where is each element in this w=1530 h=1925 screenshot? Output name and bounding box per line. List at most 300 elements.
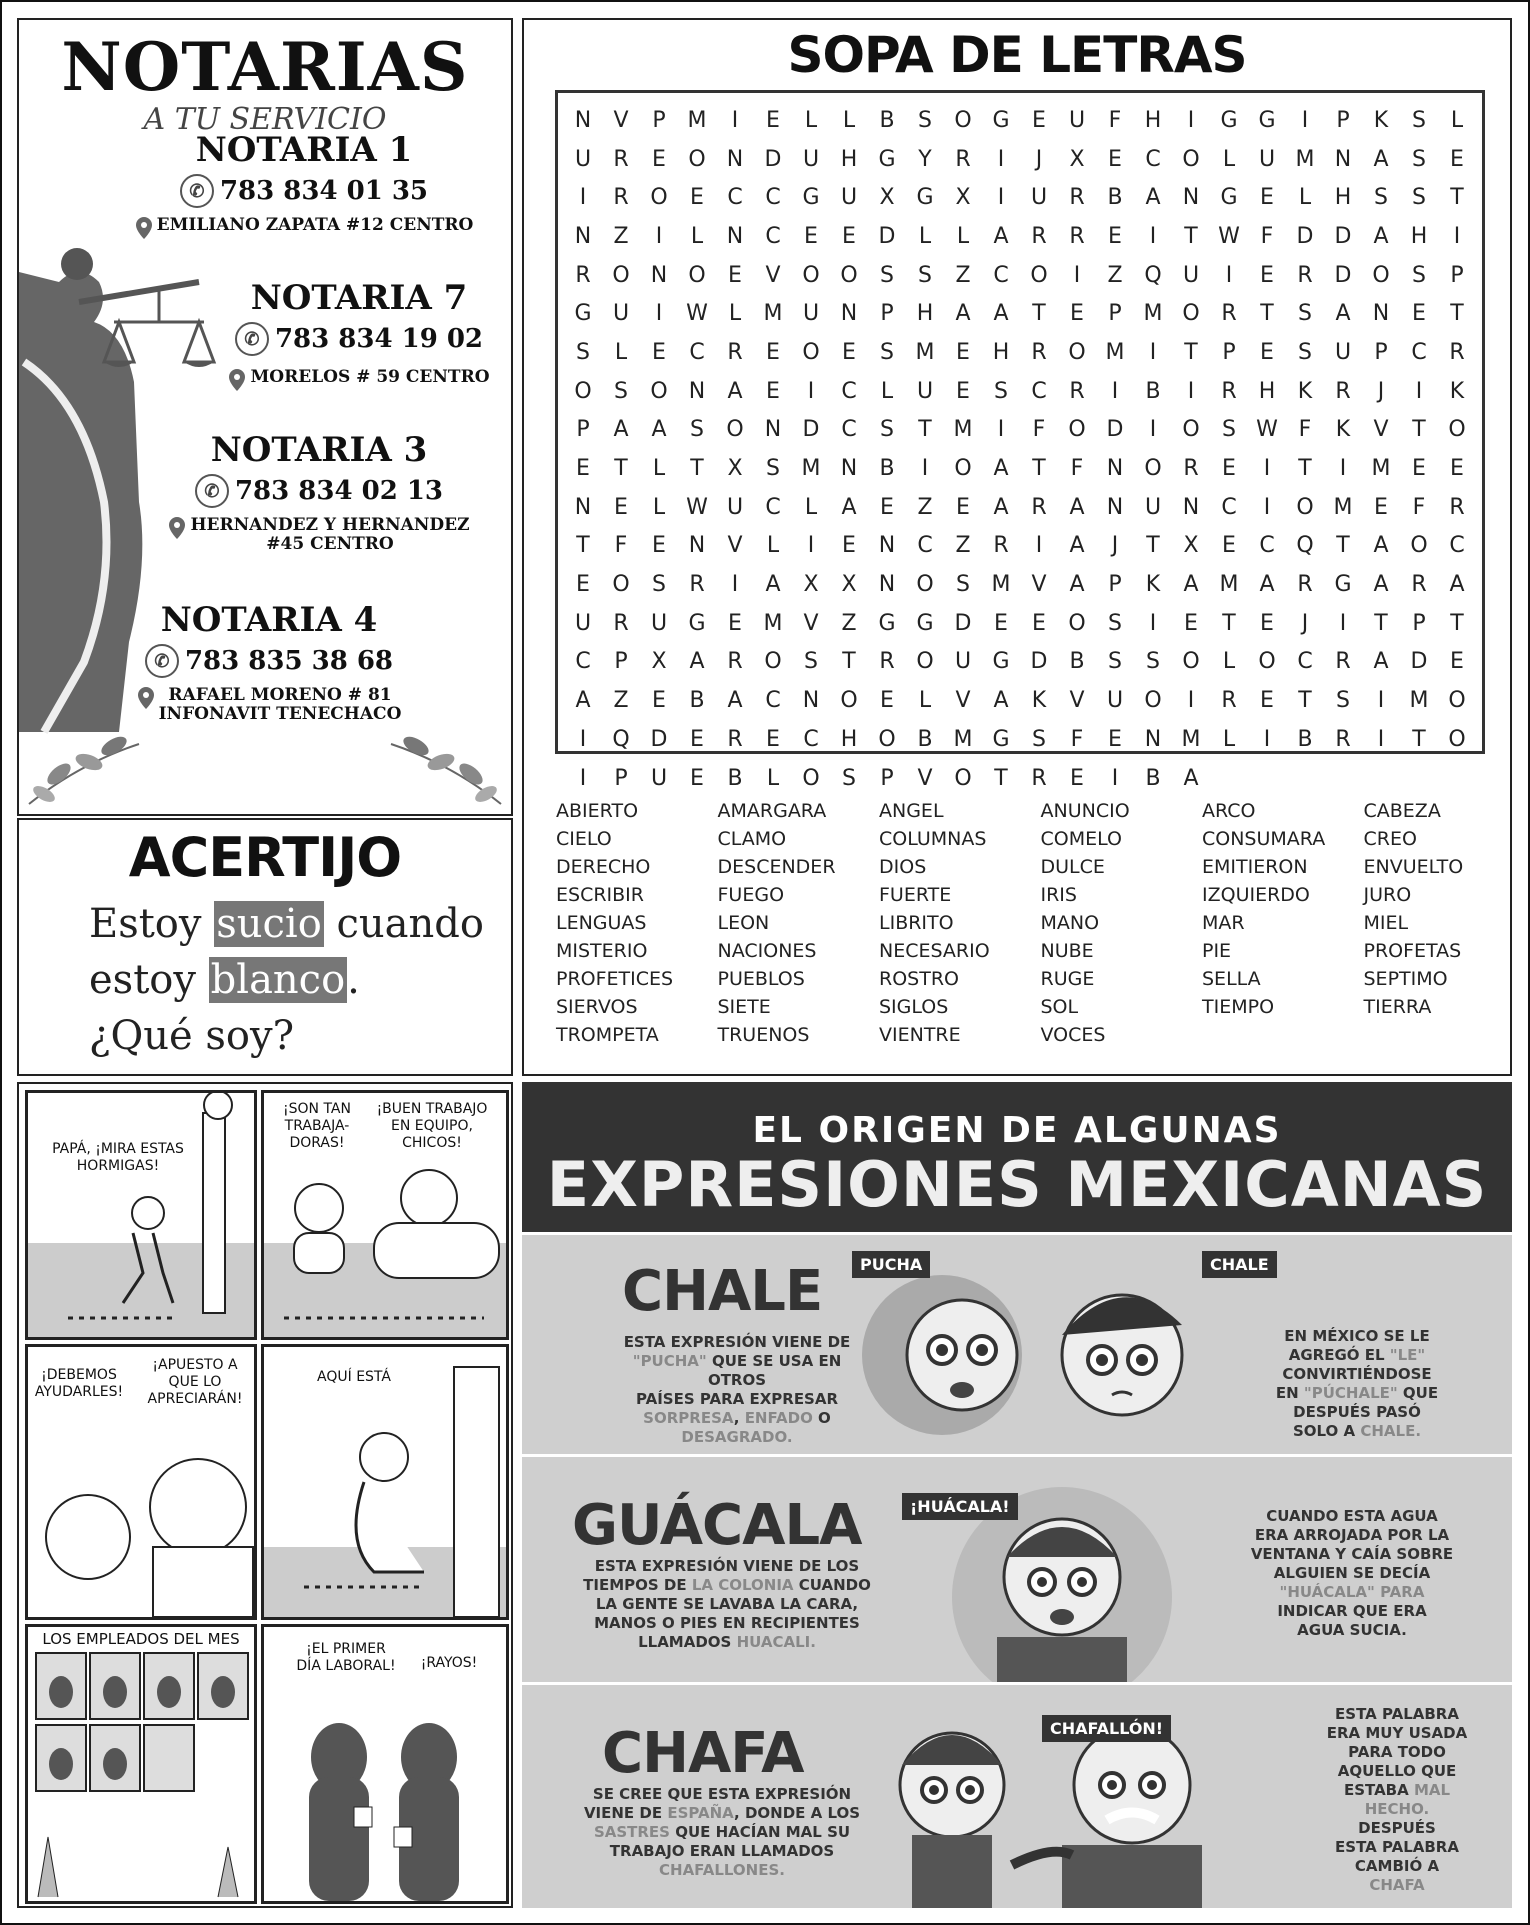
grid-letter[interactable]: R (1031, 339, 1047, 365)
grid-letter[interactable]: O (840, 262, 858, 288)
grid-letter[interactable]: V (1031, 572, 1047, 598)
grid-letter[interactable]: X (727, 456, 743, 482)
grid-letter[interactable]: R (1031, 765, 1047, 791)
grid-letter[interactable]: R (1221, 688, 1237, 714)
grid-letter[interactable]: R (727, 726, 743, 752)
grid-letter[interactable]: D (1334, 223, 1352, 249)
grid-letter[interactable]: C (841, 417, 857, 443)
grid-letter[interactable]: O (802, 765, 820, 791)
grid-letter[interactable]: U (1334, 339, 1352, 365)
grid-letter[interactable]: Q (612, 726, 630, 752)
grid-letter[interactable]: J (1035, 146, 1043, 172)
grid-letter[interactable]: T (1032, 301, 1046, 327)
grid-letter[interactable]: O (1296, 494, 1314, 520)
grid-letter[interactable]: V (613, 107, 629, 133)
grid-letter[interactable]: I (1187, 107, 1195, 133)
grid-letter[interactable]: O (1372, 262, 1390, 288)
grid-letter[interactable]: E (842, 223, 856, 249)
grid-letter[interactable]: I (1377, 726, 1385, 752)
grid-letter[interactable]: R (993, 533, 1009, 559)
grid-letter[interactable]: G (574, 301, 592, 327)
grid-letter[interactable]: V (917, 765, 933, 791)
grid-letter[interactable]: O (1144, 456, 1162, 482)
grid-letter[interactable]: E (766, 726, 780, 752)
grid-letter[interactable]: R (879, 649, 895, 675)
grid-letter[interactable]: K (1031, 688, 1047, 714)
grid-letter[interactable]: E (576, 456, 590, 482)
grid-letter[interactable]: L (652, 494, 666, 520)
grid-letter[interactable]: R (1335, 378, 1351, 404)
grid-letter[interactable]: S (994, 378, 1008, 404)
grid-letter[interactable]: J (1301, 610, 1309, 636)
grid-letter[interactable]: I (921, 456, 929, 482)
grid-letter[interactable]: N (574, 494, 592, 520)
grid-letter[interactable]: L (1222, 146, 1236, 172)
grid-letter[interactable]: X (651, 649, 667, 675)
grid-letter[interactable]: L (842, 107, 856, 133)
grid-letter[interactable]: L (766, 765, 780, 791)
grid-letter[interactable]: H (992, 339, 1010, 365)
grid-letter[interactable]: A (993, 494, 1009, 520)
grid-letter[interactable]: S (918, 107, 932, 133)
grid-letter[interactable]: N (1334, 146, 1352, 172)
grid-letter[interactable]: V (955, 688, 971, 714)
grid-letter[interactable]: E (1108, 146, 1122, 172)
grid-letter[interactable]: V (1069, 688, 1085, 714)
grid-letter[interactable]: B (1145, 378, 1161, 404)
grid-letter[interactable]: A (727, 688, 743, 714)
grid-letter[interactable]: G (916, 185, 934, 211)
grid-letter[interactable]: E (766, 107, 780, 133)
grid-letter[interactable]: M (763, 301, 783, 327)
grid-letter[interactable]: G (1334, 572, 1352, 598)
grid-letter[interactable]: E (1070, 765, 1084, 791)
grid-letter[interactable]: R (1183, 456, 1199, 482)
grid-letter[interactable]: E (576, 572, 590, 598)
grid-letter[interactable]: B (879, 456, 895, 482)
grid-letter[interactable]: N (840, 301, 858, 327)
grid-letter[interactable]: Z (955, 262, 971, 288)
grid-letter[interactable]: R (955, 146, 971, 172)
grid-letter[interactable]: E (1108, 726, 1122, 752)
grid-letter[interactable]: E (1260, 339, 1274, 365)
grid-letter[interactable]: I (1377, 688, 1385, 714)
grid-letter[interactable]: E (1108, 223, 1122, 249)
grid-letter[interactable]: M (1371, 456, 1391, 482)
grid-letter[interactable]: X (803, 572, 819, 598)
grid-letter[interactable]: C (727, 185, 743, 211)
grid-letter[interactable]: M (1333, 494, 1353, 520)
grid-letter[interactable]: R (1449, 339, 1465, 365)
grid-letter[interactable]: C (1221, 494, 1237, 520)
grid-letter[interactable]: L (728, 301, 742, 327)
grid-letter[interactable]: D (954, 610, 972, 636)
grid-letter[interactable]: N (688, 378, 706, 404)
grid-letter[interactable]: T (690, 456, 704, 482)
grid-letter[interactable]: A (1373, 533, 1389, 559)
grid-letter[interactable]: E (728, 610, 742, 636)
grid-letter[interactable]: L (804, 107, 818, 133)
grid-letter[interactable]: T (1260, 301, 1274, 327)
grid-letter[interactable]: O (1448, 726, 1466, 752)
grid-letter[interactable]: N (726, 146, 744, 172)
grid-letter[interactable]: T (1450, 301, 1464, 327)
grid-letter[interactable]: E (1032, 107, 1046, 133)
grid-letter[interactable]: O (1182, 301, 1200, 327)
grid-letter[interactable]: A (689, 649, 705, 675)
grid-letter[interactable]: U (916, 378, 934, 404)
grid-letter[interactable]: B (879, 107, 895, 133)
grid-letter[interactable]: P (1108, 572, 1122, 598)
grid-letter[interactable]: B (1107, 185, 1123, 211)
grid-letter[interactable]: R (1069, 378, 1085, 404)
grid-letter[interactable]: S (1222, 417, 1236, 443)
grid-letter[interactable]: S (1412, 107, 1426, 133)
grid-letter[interactable]: I (1415, 378, 1423, 404)
grid-letter[interactable]: M (915, 339, 935, 365)
grid-letter[interactable]: I (1149, 610, 1157, 636)
grid-letter[interactable]: G (992, 726, 1010, 752)
grid-letter[interactable]: L (804, 494, 818, 520)
grid-letter[interactable]: P (1336, 107, 1350, 133)
grid-letter[interactable]: E (1450, 146, 1464, 172)
grid-letter[interactable]: D (1106, 417, 1124, 443)
grid-letter[interactable]: O (1258, 649, 1276, 675)
grid-letter[interactable]: C (1145, 146, 1161, 172)
grid-letter[interactable]: R (727, 649, 743, 675)
grid-letter[interactable]: W (1256, 417, 1278, 443)
grid-letter[interactable]: S (1336, 688, 1350, 714)
grid-letter[interactable]: G (992, 649, 1010, 675)
grid-letter[interactable]: O (954, 456, 972, 482)
grid-letter[interactable]: V (727, 533, 743, 559)
grid-letter[interactable]: O (726, 417, 744, 443)
grid-letter[interactable]: H (1144, 107, 1162, 133)
grid-letter[interactable]: O (1068, 610, 1086, 636)
grid-letter[interactable]: P (1450, 262, 1464, 288)
grid-letter[interactable]: A (1449, 572, 1465, 598)
grid-letter[interactable]: R (1297, 572, 1313, 598)
grid-letter[interactable]: O (1182, 146, 1200, 172)
grid-letter[interactable]: R (1335, 726, 1351, 752)
grid-letter[interactable]: O (1030, 262, 1048, 288)
grid-letter[interactable]: S (652, 572, 666, 598)
grid-letter[interactable]: R (613, 610, 629, 636)
grid-letter[interactable]: I (579, 765, 587, 791)
grid-letter[interactable]: E (1222, 456, 1236, 482)
grid-letter[interactable]: P (1412, 610, 1426, 636)
grid-letter[interactable]: S (1412, 185, 1426, 211)
grid-letter[interactable]: N (574, 223, 592, 249)
grid-letter[interactable]: C (841, 378, 857, 404)
grid-letter[interactable]: U (1144, 494, 1162, 520)
grid-letter[interactable]: U (1258, 146, 1276, 172)
grid-letter[interactable]: U (802, 146, 820, 172)
grid-letter[interactable]: R (1069, 223, 1085, 249)
grid-letter[interactable]: S (1146, 649, 1160, 675)
grid-letter[interactable]: C (917, 533, 933, 559)
grid-letter[interactable]: A (1069, 533, 1085, 559)
grid-letter[interactable]: B (1297, 726, 1313, 752)
grid-letter[interactable]: C (765, 185, 781, 211)
grid-letter[interactable]: A (575, 688, 591, 714)
grid-letter[interactable]: O (1144, 688, 1162, 714)
grid-letter[interactable]: C (765, 688, 781, 714)
grid-letter[interactable]: S (842, 765, 856, 791)
grid-letter[interactable]: X (1069, 146, 1085, 172)
grid-letter[interactable]: O (650, 378, 668, 404)
grid-letter[interactable]: I (807, 378, 815, 404)
grid-letter[interactable]: C (1031, 378, 1047, 404)
grid-letter[interactable]: A (1145, 185, 1161, 211)
grid-letter[interactable]: G (992, 107, 1010, 133)
grid-letter[interactable]: N (688, 533, 706, 559)
grid-letter[interactable]: B (727, 765, 743, 791)
grid-letter[interactable]: I (1149, 339, 1157, 365)
grid-letter[interactable]: R (1449, 494, 1465, 520)
grid-letter[interactable]: E (956, 494, 970, 520)
grid-letter[interactable]: T (1298, 688, 1312, 714)
grid-letter[interactable]: L (614, 339, 628, 365)
grid-letter[interactable]: A (993, 688, 1009, 714)
grid-letter[interactable]: L (918, 223, 932, 249)
grid-letter[interactable]: O (688, 146, 706, 172)
grid-letter[interactable]: S (1032, 726, 1046, 752)
grid-letter[interactable]: P (1374, 339, 1388, 365)
grid-letter[interactable]: I (1073, 262, 1081, 288)
grid-letter[interactable]: P (880, 301, 894, 327)
grid-letter[interactable]: K (1449, 378, 1465, 404)
grid-letter[interactable]: O (612, 262, 630, 288)
grid-letter[interactable]: I (731, 107, 739, 133)
grid-letter[interactable]: D (1030, 649, 1048, 675)
grid-letter[interactable]: N (1182, 494, 1200, 520)
grid-letter[interactable]: G (802, 185, 820, 211)
grid-letter[interactable]: U (650, 610, 668, 636)
grid-letter[interactable]: Z (841, 610, 857, 636)
grid-letter[interactable]: S (614, 378, 628, 404)
grid-letter[interactable]: E (652, 339, 666, 365)
grid-letter[interactable]: M (1409, 688, 1429, 714)
grid-letter[interactable]: T (842, 649, 856, 675)
grid-letter[interactable]: B (1145, 765, 1161, 791)
grid-letter[interactable]: I (579, 726, 587, 752)
grid-letter[interactable]: I (1111, 378, 1119, 404)
grid-letter[interactable]: O (574, 378, 592, 404)
grid-letter[interactable]: T (576, 533, 590, 559)
grid-letter[interactable]: F (1070, 726, 1084, 752)
grid-letter[interactable]: N (574, 107, 592, 133)
grid-letter[interactable]: L (918, 688, 932, 714)
grid-letter[interactable]: I (1339, 610, 1347, 636)
grid-letter[interactable]: G (916, 610, 934, 636)
grid-letter[interactable]: A (993, 456, 1009, 482)
grid-letter[interactable]: R (613, 146, 629, 172)
grid-letter[interactable]: O (1182, 417, 1200, 443)
grid-letter[interactable]: F (1108, 107, 1122, 133)
grid-letter[interactable]: M (1181, 726, 1201, 752)
grid-letter[interactable]: A (1373, 146, 1389, 172)
grid-letter[interactable]: R (613, 185, 629, 211)
grid-letter[interactable]: A (1373, 649, 1389, 675)
grid-letter[interactable]: V (803, 610, 819, 636)
grid-letter[interactable]: S (1374, 185, 1388, 211)
grid-letter[interactable]: F (1298, 417, 1312, 443)
grid-letter[interactable]: E (652, 688, 666, 714)
grid-letter[interactable]: L (1222, 726, 1236, 752)
grid-letter[interactable]: U (954, 649, 972, 675)
grid-letter[interactable]: I (997, 417, 1005, 443)
grid-letter[interactable]: E (1412, 301, 1426, 327)
grid-letter[interactable]: E (652, 146, 666, 172)
grid-letter[interactable]: T (994, 765, 1008, 791)
grid-letter[interactable]: D (1410, 649, 1428, 675)
grid-letter[interactable]: E (614, 494, 628, 520)
grid-letter[interactable]: D (650, 726, 668, 752)
grid-letter[interactable]: A (955, 301, 971, 327)
grid-letter[interactable]: R (575, 262, 591, 288)
grid-letter[interactable]: C (689, 339, 705, 365)
grid-letter[interactable]: S (1412, 262, 1426, 288)
grid-letter[interactable]: O (1182, 649, 1200, 675)
grid-letter[interactable]: E (1070, 301, 1084, 327)
grid-letter[interactable]: M (1219, 572, 1239, 598)
grid-letter[interactable]: U (612, 301, 630, 327)
grid-letter[interactable]: M (953, 417, 973, 443)
grid-letter[interactable]: P (576, 417, 590, 443)
grid-letter[interactable]: U (574, 146, 592, 172)
grid-letter[interactable]: R (1031, 494, 1047, 520)
grid-letter[interactable]: D (1334, 262, 1352, 288)
grid-letter[interactable]: M (687, 107, 707, 133)
grid-letter[interactable]: G (1220, 107, 1238, 133)
grid-letter[interactable]: U (650, 765, 668, 791)
grid-letter[interactable]: A (993, 223, 1009, 249)
grid-letter[interactable]: O (612, 572, 630, 598)
grid-letter[interactable]: S (690, 417, 704, 443)
grid-letter[interactable]: A (841, 494, 857, 520)
grid-letter[interactable]: K (1297, 378, 1313, 404)
grid-letter[interactable]: T (1184, 223, 1198, 249)
grid-letter[interactable]: W (1218, 223, 1240, 249)
grid-letter[interactable]: U (1068, 107, 1086, 133)
grid-letter[interactable]: E (880, 494, 894, 520)
grid-letter[interactable]: I (1301, 107, 1309, 133)
grid-letter[interactable]: U (802, 301, 820, 327)
grid-letter[interactable]: S (880, 339, 894, 365)
grid-letter[interactable]: S (1108, 610, 1122, 636)
grid-letter[interactable]: I (1111, 765, 1119, 791)
grid-letter[interactable]: E (1412, 456, 1426, 482)
grid-letter[interactable]: R (1221, 301, 1237, 327)
grid-letter[interactable]: H (1410, 223, 1428, 249)
grid-letter[interactable]: F (614, 533, 628, 559)
grid-letter[interactable]: L (1450, 107, 1464, 133)
grid-letter[interactable]: O (840, 688, 858, 714)
grid-letter[interactable]: O (954, 107, 972, 133)
grid-letter[interactable]: I (655, 301, 663, 327)
grid-letter[interactable]: H (1334, 185, 1352, 211)
grid-letter[interactable]: I (1263, 494, 1271, 520)
grid-letter[interactable]: I (1187, 688, 1195, 714)
grid-letter[interactable]: I (731, 572, 739, 598)
grid-letter[interactable]: E (1222, 533, 1236, 559)
grid-letter[interactable]: C (765, 223, 781, 249)
grid-letter[interactable]: Q (1144, 262, 1162, 288)
grid-letter[interactable]: O (954, 765, 972, 791)
grid-letter[interactable]: X (1183, 533, 1199, 559)
grid-letter[interactable]: C (765, 494, 781, 520)
grid-letter[interactable]: G (878, 146, 896, 172)
grid-letter[interactable]: C (1411, 339, 1427, 365)
grid-letter[interactable]: R (689, 572, 705, 598)
grid-letter[interactable]: E (1184, 610, 1198, 636)
grid-letter[interactable]: E (690, 726, 704, 752)
grid-letter[interactable]: E (1032, 610, 1046, 636)
grid-letter[interactable]: S (1412, 146, 1426, 172)
grid-letter[interactable]: G (688, 610, 706, 636)
grid-letter[interactable]: O (1410, 533, 1428, 559)
grid-letter[interactable]: E (1450, 456, 1464, 482)
grid-letter[interactable]: W (686, 301, 708, 327)
grid-letter[interactable]: A (651, 417, 667, 443)
grid-letter[interactable]: J (1111, 533, 1119, 559)
grid-letter[interactable]: Z (613, 223, 629, 249)
grid-letter[interactable]: C (1297, 649, 1313, 675)
grid-letter[interactable]: E (956, 378, 970, 404)
grid-letter[interactable]: A (1183, 572, 1199, 598)
grid-letter[interactable]: M (801, 456, 821, 482)
grid-letter[interactable]: N (1182, 185, 1200, 211)
grid-letter[interactable]: X (841, 572, 857, 598)
grid-letter[interactable]: A (613, 417, 629, 443)
grid-letter[interactable]: A (765, 572, 781, 598)
grid-letter[interactable]: L (766, 533, 780, 559)
grid-letter[interactable]: H (840, 726, 858, 752)
grid-letter[interactable]: A (1335, 301, 1351, 327)
grid-letter[interactable]: A (727, 378, 743, 404)
grid-letter[interactable]: F (1260, 223, 1274, 249)
grid-letter[interactable]: W (686, 494, 708, 520)
grid-letter[interactable]: U (1030, 185, 1048, 211)
grid-letter[interactable]: I (1187, 378, 1195, 404)
grid-letter[interactable]: P (1222, 339, 1236, 365)
grid-letter[interactable]: T (1450, 185, 1464, 211)
grid-letter[interactable]: C (993, 262, 1009, 288)
grid-letter[interactable]: Z (613, 688, 629, 714)
grid-letter[interactable]: A (993, 301, 1009, 327)
grid-letter[interactable]: A (1373, 223, 1389, 249)
grid-letter[interactable]: I (579, 185, 587, 211)
grid-letter[interactable]: S (918, 262, 932, 288)
grid-letter[interactable]: U (574, 610, 592, 636)
grid-letter[interactable]: N (726, 223, 744, 249)
grid-letter[interactable]: E (652, 533, 666, 559)
grid-letter[interactable]: M (1295, 146, 1315, 172)
grid-letter[interactable]: L (1222, 649, 1236, 675)
grid-letter[interactable]: K (1373, 107, 1389, 133)
grid-letter[interactable]: E (690, 185, 704, 211)
grid-letter[interactable]: N (1106, 456, 1124, 482)
grid-letter[interactable]: N (1372, 301, 1390, 327)
grid-letter[interactable]: L (690, 223, 704, 249)
grid-letter[interactable]: I (1263, 456, 1271, 482)
grid-letter[interactable]: E (1260, 185, 1274, 211)
grid-letter[interactable]: S (576, 339, 590, 365)
grid-letter[interactable]: D (878, 223, 896, 249)
grid-letter[interactable]: T (1412, 726, 1426, 752)
grid-letter[interactable]: O (764, 649, 782, 675)
